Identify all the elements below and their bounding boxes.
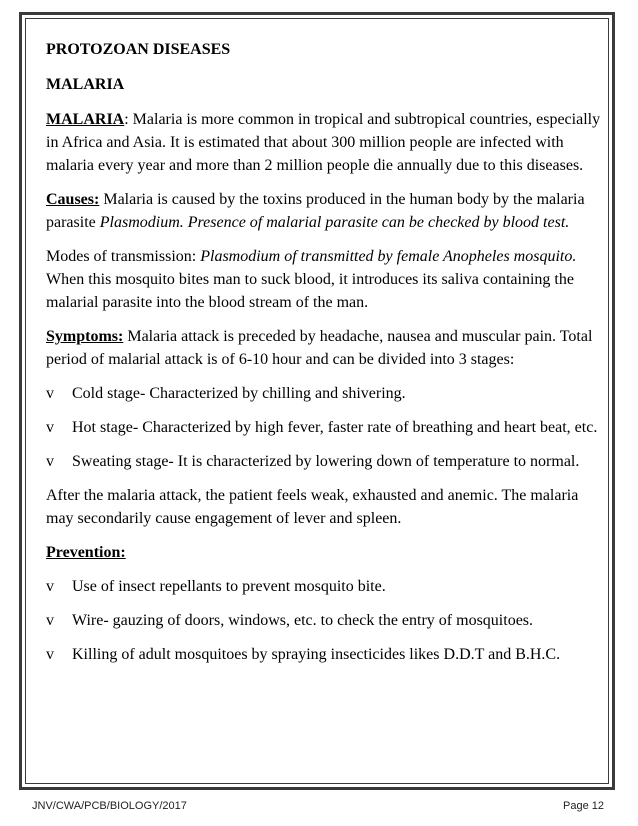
- section-heading: PROTOZOAN DISEASES: [46, 41, 231, 58]
- page-content: [46, 38, 602, 677]
- transmission-paragraph: [46, 245, 602, 314]
- symptoms-label: Symptoms:: [46, 328, 124, 345]
- prevention-label: Prevention:: [46, 544, 126, 561]
- stage-item: [46, 382, 602, 405]
- bullet-mark: v: [46, 612, 54, 629]
- transmission-text: Modes of transmission:: [46, 248, 201, 265]
- prevention-item: [46, 643, 602, 666]
- bullet-mark: v: [46, 385, 54, 402]
- prevention-text: Use of insect repellants to prevent mosquito bite.: [72, 578, 386, 595]
- intro-text: : Malaria is more common in tropical and subtropical countries, especially in Africa and Asia. It is estimated that about 300 million people are infected with malaria every year and more than 2 million people die annually due to this diseases.: [46, 111, 601, 174]
- stage-item: [46, 416, 602, 439]
- footer-doc-code: JNV/CWA/PCB/BIOLOGY/2017: [32, 800, 187, 812]
- stage-text: Hot stage- Characterized by high fever, faster rate of breathing and heart beat, etc.: [72, 419, 598, 436]
- prevention-heading: [46, 541, 602, 564]
- causes-text: Malaria is caused by the toxins produced in the human body by the malaria parasite: [46, 191, 585, 231]
- symptoms-paragraph: [46, 325, 602, 371]
- prevention-item: [46, 609, 602, 632]
- prevention-item: [46, 575, 602, 598]
- prevention-text: Wire- gauzing of doors, windows, etc. to check the entry of mosquitoes.: [72, 612, 534, 629]
- causes-italic: Plasmodium. Presence of malarial parasite can be checked by blood test.: [99, 214, 570, 231]
- stage-text: Cold stage- Characterized by chilling and shivering.: [72, 385, 406, 402]
- intro-label: MALARIA: [46, 111, 125, 128]
- bullet-mark: v: [46, 453, 54, 470]
- stage-item: [46, 450, 602, 473]
- symptoms-text: Malaria attack is preceded by headache, nausea and muscular pain. Total period of malarial attack is of 6-10 hour and can be divided into 3 stages:: [46, 328, 593, 368]
- page-number: Page 12: [563, 800, 604, 812]
- transmission-italic: Plasmodium of transmitted by female Anopheles mosquito.: [200, 248, 577, 265]
- topic-heading: MALARIA: [46, 76, 125, 93]
- causes-label: Causes:: [46, 191, 100, 208]
- causes-paragraph: [46, 188, 602, 234]
- prevention-text: Killing of adult mosquitoes by spraying insecticides likes D.D.T and B.H.C.: [72, 646, 561, 663]
- stage-text: Sweating stage- It is characterized by lowering down of temperature to normal.: [72, 453, 580, 470]
- after-paragraph: After the malaria attack, the patient feels weak, exhausted and anemic. The malaria may secondarily cause engagement of lever and spleen.: [46, 487, 579, 527]
- intro-paragraph: [46, 108, 602, 177]
- bullet-mark: v: [46, 419, 54, 436]
- bullet-mark: v: [46, 578, 54, 595]
- transmission-text2: When this mosquito bites man to suck blood, it introduces its saliva containing the malarial parasite into the blood stream of the man.: [46, 271, 574, 311]
- bullet-mark: v: [46, 646, 54, 663]
